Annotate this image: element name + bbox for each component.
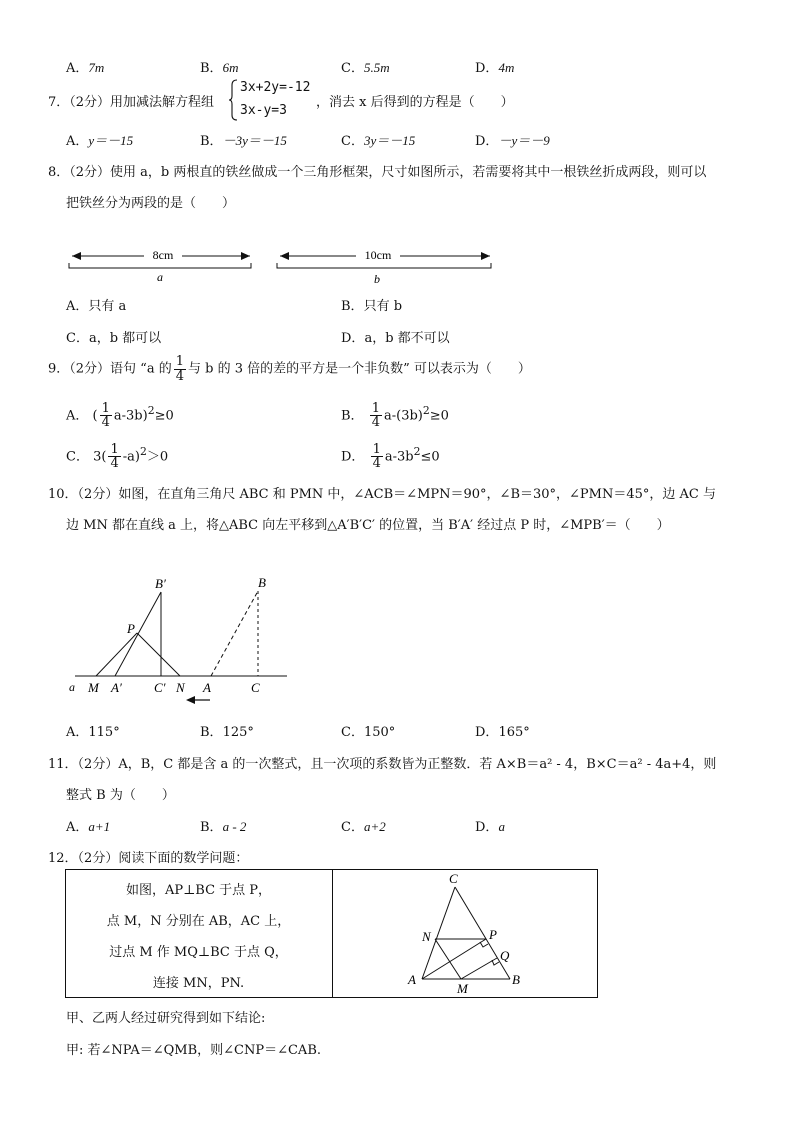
label-b-prime: B′ [155, 576, 166, 591]
q10-option-b[interactable]: B．125° [200, 725, 254, 740]
q6-option-b[interactable]: B．6m [200, 60, 239, 76]
label-q: Q [500, 948, 510, 963]
q10-option-d[interactable]: D．165° [475, 725, 530, 740]
label-n: N [176, 680, 185, 695]
label-c: C [449, 871, 458, 886]
q9-option-b[interactable]: B． $\frac{1}{4}$ $a-(3b)^2\ge 0$ [341, 400, 449, 431]
q11-stem-line1: 11．（2分）A，B，C 都是含 a 的一次整式，且一次项的系数皆为正整数．若 A×B＝a² - 4，B×C＝a² - 4a+4，则 [48, 757, 717, 772]
q7-equation-1: 3x+2y=-12 [240, 80, 311, 95]
segment-p-n [137, 633, 180, 676]
q12-title: 12．（2分）阅读下面的数学问题： [48, 851, 249, 866]
segment-ap [422, 939, 486, 979]
q7-stem-prefix: 7．（2分）用加减法解方程组 [48, 95, 215, 110]
q10-option-c[interactable]: C．150° [341, 725, 396, 740]
q12-table-line-1: 如图，AP⊥BC 于点 P， [125, 883, 272, 898]
wire-b-name: b [374, 272, 380, 286]
segment-m-p [96, 633, 137, 676]
q7-brace-icon [228, 79, 238, 121]
q8-option-c[interactable]: C．a，b 都可以 [66, 331, 162, 346]
q9-option-a[interactable]: A． ( $\frac{1}{4}$ a-3b)$^2$≥0 [66, 400, 174, 431]
q11-option-b[interactable]: B．a - 2 [200, 819, 247, 835]
wire-a-right-arrow-icon [241, 252, 250, 260]
wire-b-left-arrow-icon [280, 252, 289, 260]
label-a-line: a [69, 680, 75, 694]
q12-after-line2: 甲: 若∠NPA＝∠QMB，则∠CNP＝∠CAB. [66, 1043, 322, 1058]
q12-table-line-3: 过点 M 作 MQ⊥BC 于点 Q， [109, 945, 288, 960]
q8-option-d[interactable]: D．a，b 都不可以 [341, 331, 450, 346]
q7-equation-2: 3x-y=3 [240, 103, 287, 118]
wire-a-name: a [157, 270, 163, 284]
q10-stem-line2: 边 MN 都在直线 a 上，将△ABC 向左平移到△A′B′C′ 的位置，当 B′A′ 经过点 P 时，∠MPB′＝（ ） [66, 518, 670, 533]
label-n: N [422, 929, 431, 944]
q7-option-c[interactable]: C．3y＝－15 [341, 133, 416, 149]
wire-a-left-arrow-icon [72, 252, 81, 260]
q8-stem-line1: 8．（2分）使用 a，b 两根直的铁丝做成一个三角形框架，尺寸如图所示，若需要将其中一根铁丝折成两段，则可以 [48, 165, 707, 180]
right-angle-p-icon [480, 942, 488, 947]
q8-wire-figure [60, 240, 500, 288]
q8-stem-line2: 把铁丝分为两段的是（ ） [66, 196, 236, 211]
side-bc [455, 887, 510, 979]
wire-a-bar [69, 263, 251, 268]
q7-option-b[interactable]: B．－3y＝－15 [200, 133, 287, 149]
q6-option-d[interactable]: D．4m [475, 60, 515, 76]
segment-a-b-dashed [211, 591, 258, 676]
wire-b-length: 10cm [364, 248, 392, 262]
q8-option-a[interactable]: A．只有 a [66, 299, 127, 314]
q12-triangle-figure [400, 871, 535, 996]
q9-option-c[interactable]: C． 3( $\frac{1}{4}$ -a)$^2$＞0 [66, 441, 169, 472]
label-p: P [489, 927, 497, 942]
q7-option-d[interactable]: D．－y＝－9 [475, 133, 550, 149]
q10-figure [60, 570, 300, 710]
q6-option-c[interactable]: C．5.5m [341, 60, 390, 76]
segment-nm [435, 939, 461, 979]
shift-left-arrow-icon [186, 696, 195, 704]
q11-stem-line2: 整式 B 为（ ） [66, 788, 175, 803]
q9-option-d[interactable]: D． $\frac{1}{4}$ $a-3b^2\le 0$ [341, 441, 440, 472]
label-a-prime: A′ [111, 680, 122, 695]
q12-table-line-4: 连接 MN，PN. [152, 976, 245, 991]
label-c: C [251, 680, 260, 695]
wire-a-length: 8cm [152, 248, 174, 262]
q12-table-divider [332, 869, 333, 998]
label-a: A [408, 972, 416, 987]
label-a: A [203, 680, 211, 695]
q12-after-line1: 甲、乙两人经过研究得到如下结论: [66, 1011, 266, 1026]
q9-stem: 9．（2分）语句 “a 的 $\frac{1}{4}$ 与 b 的 3 倍的差的平方是一个非负数” 可以表示为（ ） [48, 354, 531, 384]
q12-table-line-2: 点 M，N 分别在 AB，AC 上， [106, 914, 291, 929]
label-c-prime: C′ [154, 680, 166, 695]
label-m: M [457, 981, 468, 996]
q11-option-d[interactable]: D．a [475, 819, 505, 835]
q11-option-a[interactable]: A．a+1 [66, 819, 111, 835]
q9-fraction: $\frac{1}{4}$ [175, 354, 184, 384]
wire-b-right-arrow-icon [481, 252, 490, 260]
wire-b-bar [277, 263, 491, 268]
segment-mq [461, 958, 497, 979]
q6-option-a[interactable]: A．7m [66, 60, 105, 76]
q7-option-a[interactable]: A．y＝－15 [66, 133, 134, 149]
q10-option-a[interactable]: A．115° [66, 725, 120, 740]
label-m: M [88, 680, 99, 695]
q10-stem-line1: 10．（2分）如图，在直角三角尺 ABC 和 PMN 中，∠ACB＝∠MPN＝90°，∠B＝30°，∠PMN＝45°，边 AC 与 [48, 487, 717, 502]
q7-stem-suffix: ，消去 x 后得到的方程是（ ） [316, 95, 514, 110]
q8-option-b[interactable]: B．只有 b [341, 299, 403, 314]
q11-option-c[interactable]: C．a+2 [341, 819, 386, 835]
label-b: B [512, 972, 520, 987]
label-b: B [258, 575, 266, 590]
label-p: P [127, 621, 135, 636]
